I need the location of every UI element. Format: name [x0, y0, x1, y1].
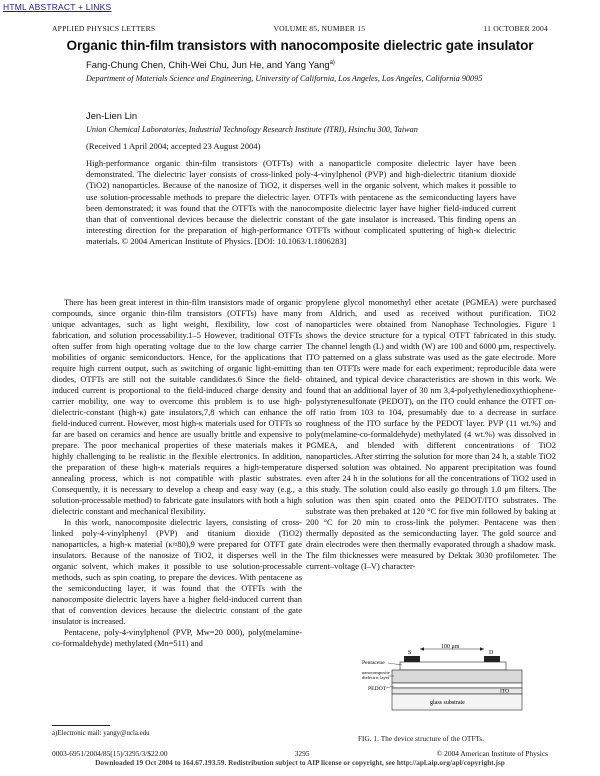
dielectric-layer-label: dielectric layer — [362, 675, 390, 680]
affiliation-itri: Union Chemical Laboratories, Industrial Technology Research Institute (ITRI), Hsinchu 300, Taiwan — [86, 125, 418, 134]
affiliation-ucla: Department of Materials Science and Engineering, University of California, Los Angeles, Los Angeles, California 90095 — [86, 74, 483, 83]
pedot-label: PEDOT — [368, 686, 387, 692]
right-column — [306, 297, 556, 640]
body-paragraph: Pentacene, poly-4-vinylphenol (PVP, Mw=20 000), poly(melamine-co-formaldehyde) methylated (Mn=511) and — [52, 627, 302, 649]
body-paragraph: propylene glycol monomethyl ether acetate (PGMEA) were purchased from Aldrich, and used as received without purification. TiO2 nanoparticles were obtained from Nanophase Technologies. Figure 1 shows the device structure for a typical OTFT fabricated in this study. The channel length (L) and width (W) are 100 and 6000 μm, respectively. ITO patterned on a glass substrate was used as the gate electrode. More than ten OTFTs were made for each experiment; reproducible data were obtained, and typical device characteristics are shown in this work. We found that an additional layer of 30 nm 3,4-polyethylenedioxythiophene-polystyrenesulfonate (PEDOT), on the ITO could enhance the OTFT on-off ratio from 103 to 104, presumably due to a decrease in surface roughness of the ITO surface by the PEDOT layer. PVP (11 wt.%) and poly(melamine-co-formaldehyde) methylated (4 wt.%) was dissolved in PGMEA, and blended with different concentrations of TiO2 nanoparticles. After stirring the solution for more than 24 h, a stable TiO2 dispersed solution was obtained. No apparent precipitation was found even after 24 h in the solutions for all the concentrations of TiO2 used in this study. The solution could also easily go through 1.0 μm filters. The solution was then spin coated onto the PEDOT/ITO substrates. The substrate was then prebaked at 120 °C for five min followed by baking at 200 °C for 20 min to cross-link the polymer. Pentacene was then thermally deposited as the semiconducting layer. The gold source and drain electrodes were then thermally evaporated through a shadow mask. The film thicknesses were measured by Dektak 3030 profilometer. The current–voltage (I–V) character- — [306, 297, 556, 572]
footnote-rule — [52, 725, 110, 726]
issue-date: 11 OCTOBER 2004 — [483, 24, 548, 33]
channel-length-label: 100 μm — [441, 644, 460, 650]
arrow-head-right — [480, 647, 484, 651]
author-list — [86, 59, 335, 70]
second-author: Jen-Lien Lin — [86, 110, 138, 121]
author-footnote-marker: a) — [329, 59, 335, 66]
left-column — [52, 297, 302, 650]
article-code: 0003-6951/2004/85(15)/3295/3/$22.00 — [52, 749, 168, 758]
device-structure-figure — [360, 644, 540, 724]
paper-title: Organic thin-film transistors with nanocomposite dielectric gate insulator — [66, 38, 534, 53]
journal-name: APPLIED PHYSICS LETTERS — [52, 24, 156, 33]
page-number: 3295 — [294, 749, 310, 758]
nanocomposite-label: nanocomposite — [362, 670, 390, 675]
figure-caption: FIG. 1. The device structure of the OTFTs. — [358, 735, 485, 743]
drain-electrode — [484, 656, 500, 662]
footnote-email: a)Electronic mail: yangy@ucla.edu — [52, 730, 150, 737]
body-paragraph: In this work, nanocomposite dielectric layers, consisting of cross-linked poly-4-vinylphenyl (PVP) and titanium dioxide (TiO2) nanoparticles, a high-κ material (κ≈80),9 were prepared for OTFT gate insulators. Because of the nanosize of TiO2, it disperses well in the organic solvent, which makes it possible to use solution-processable methods, such as spin coating, to prepare the devices. With pentacene as the semiconducting layer, it was found that the OTFTs with the nanocomposite dielectric layers have a higher field-induced current than that of convention devices because the dielectric constant of the gate insulator is increased. — [52, 517, 302, 627]
volume-number: VOLUME 85, NUMBER 15 — [273, 24, 366, 33]
copyright: © 2004 American Institute of Physics — [436, 749, 548, 758]
authors-text: Fang-Chung Chen, Chih-Wei Chu, Jun He, and Yang Yang — [86, 59, 330, 70]
page-footer — [52, 749, 548, 758]
glass-label: glass substrate — [430, 700, 465, 706]
source-label: S — [408, 650, 412, 656]
ito-label: ITO — [500, 688, 510, 695]
pentacene-layer — [400, 662, 506, 670]
received-dates: (Received 1 April 2004; accepted 23 August 2004) — [86, 141, 261, 151]
abstract: High-performance organic thin-film transistors (OTFTs) with a nanoparticle composite dielectric layer have been demonstrated. The dielectric layer consists of cross-linked poly-4-vinylphenol (PVP) and high-dielectric titanium dioxide (TiO2) nanoparticles. Because of the nanosize of TiO2, it disperses well in the organic solvent, which makes it possible to use solution-processable methods to prepare the dielectric layer. OTFTs with pentacene as the semiconducting layers have been demonstrated; it was found that the OTFTs with the nanocomposite dielectric layer have higher field-induced current than that of conventional devices because the dielectric constant of the gate insulator is increased. This finding opens an interesting direction for the preparation of high-performance OTFTs without complicated sputtering of high-κ dielectric materials. © 2004 American Institute of Physics. [DOI: 10.1063/1.1806283] — [86, 158, 516, 247]
source-electrode — [404, 656, 420, 662]
body-paragraph: There has been great interest in thin-film transistors made of organic compounds, since organic thin-film transistors (OTFTs) have many unique advantages, such as light weight, flexibility, low cost of fabrication, and solution processability.1–5 However, traditional OTFTs often suffer from high operating voltage due to the low charge carrier mobilities of organic semiconductors. Hence, for the applications that require high current output, such as switching of organic light-emitting diodes, OTFTs are still not the suitable candidates.6 Since the field-induced current is proportional to the field-induced charge density and carrier mobility, one way to overcome this problem is to use high-dielectric-constant (high-κ) gate insulators,7,8 which can enhance the field-induced current. However, most high-κ materials used for OTFTs so far are based on ceramics and hence are usually brittle and expensive to prepare. The poor mechanical properties of these materials makes it highly challenging to be realistic in the flexible electronics. In addition, the preparation of these high-κ materials requires a high-temperature annealing process, which is not compatible with plastic substrates. Consequently, it is necessary to develop a cheap and easy way (e.g., a solution-processable method) to fabricate gate insulators with both a high dielectric constant and mechanical flexibility. — [52, 297, 302, 517]
pentacene-label: Pentacene — [362, 660, 385, 666]
drain-label: D — [489, 650, 494, 656]
html-abstract-links[interactable]: HTML ABSTRACT + LINKS — [3, 2, 112, 12]
dielectric-layer — [392, 670, 522, 683]
download-notice: Downloaded 19 Oct 2004 to 164.67.193.59. Redistribution subject to AIP license or copyright, see http://apl.aip.org/apl/copyright.jsp — [95, 758, 505, 767]
pedot-layer — [392, 683, 522, 688]
arrow-head-left — [420, 647, 424, 651]
running-header — [52, 24, 548, 33]
